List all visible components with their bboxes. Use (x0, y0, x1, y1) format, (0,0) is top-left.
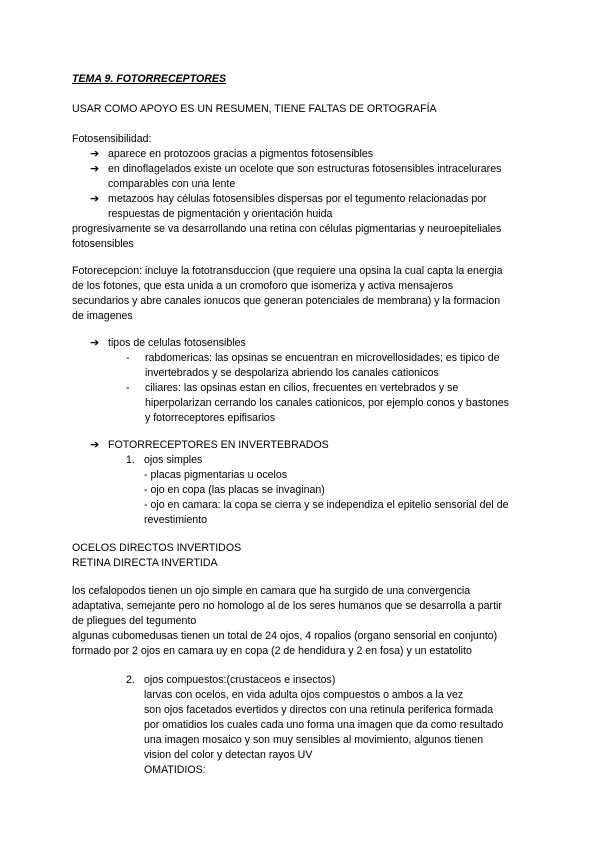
numbered-item-line: vision del color y detectan rayos UV (144, 749, 313, 761)
page-title: TEMA 9. FOTORRECEPTORES (72, 73, 227, 85)
arrow-bullet-icon: ➔ (90, 193, 100, 205)
paragraph-line: formado por 2 ojos en camara uy en copa (2 de hendidura y 2 en fosa) y un estatolito (72, 645, 472, 657)
numbered-item-line: por omatidios los cuales cada uno forma una imagen que da como resultado (144, 719, 504, 731)
numbered-item-line: OMATIDIOS: (144, 764, 206, 776)
numbered-item-line: larvas con ocelos, en vida adulta ojos compuestos o ambos a la vez (144, 689, 464, 701)
numbered-item-line: una imagen mosaico y son muy sensibles al movimiento, algunos tienen (144, 734, 484, 746)
list-heading-tipos: tipos de celulas fotosensibles (108, 337, 246, 349)
sub-list-item: rabdomericas: las opsinas se encuentran en microvellosidades; es tipico de (145, 352, 500, 364)
paragraph-line: de pliegues del tegumento (72, 615, 197, 627)
paragraph-line: fotosensibles (72, 238, 134, 250)
paragraph-line: progresivamente se va desarrollando una retina con células pigmentarias y neuroepiteliales (72, 223, 502, 235)
numbered-item-line: son ojos facetados evertidos y directos con una retinula periferica formada (144, 704, 494, 716)
numbered-item-line: - ojo en camara: la copa se cierra y se independiza el epitelio sensorial del de (144, 499, 509, 511)
list-item-continuation: comparables con una lente (108, 178, 236, 190)
list-item: en dinoflagelados existe un ocelote que son estructuras fotosensibles intracelurares (108, 163, 502, 175)
paragraph-line: de imagenes (72, 310, 133, 322)
paragraph-line: algunas cubomedusas tienen un total de 24 ojos, 4 ropalios (organo sensorial en conjunto) (72, 630, 498, 642)
list-item: metazoos hay células fotosensibles dispersas por el tegumento relacionadas por (108, 193, 487, 205)
section-heading-retina: RETINA DIRECTA INVERTIDA (72, 557, 218, 569)
numbered-item-title: ojos simples (144, 454, 203, 466)
paragraph-line: de los fotones, que esta unida a un cromoforo que isomeriza y activa mensajeros (72, 280, 453, 292)
arrow-bullet-icon: ➔ (90, 337, 100, 349)
numbered-item-title: ojos compuestos:(crustaceos e insectos) (144, 674, 336, 686)
list-number: 2. (126, 674, 135, 686)
section-heading-ocelos: OCELOS DIRECTOS INVERTIDOS (72, 542, 242, 554)
dash-bullet: - (126, 382, 130, 394)
sub-list-item-continuation: y fotorreceptores epifisarios (145, 412, 276, 424)
numbered-item-line: revestimiento (144, 514, 207, 526)
section-heading-fotosensibilidad: Fotosensibilidad: (72, 133, 152, 145)
list-number: 1. (126, 454, 135, 466)
numbered-item-line: - placas pigmentarias u ocelos (144, 469, 288, 481)
dash-bullet: - (126, 352, 130, 364)
list-item-continuation: respuestas de pigmentación y orientación huida (108, 208, 333, 220)
paragraph-line: los cefalopodos tienen un ojo simple en camara que ha surgido de una convergencia (72, 585, 471, 597)
paragraph-line: adaptativa, semejante pero no homologo al de los seres humanos que se desarrolla a partir (72, 600, 502, 612)
sub-list-item-continuation: hiperpolarizan cerrando los canales cationicos, por ejemplo conos y bastones (145, 397, 509, 409)
paragraph-line: Fotorecepcion: incluye la fototransduccion (que requiere una opsina la cual capta la energia (72, 265, 503, 277)
arrow-bullet-icon: ➔ (90, 148, 100, 160)
arrow-bullet-icon: ➔ (90, 439, 100, 451)
arrow-bullet-icon: ➔ (90, 163, 100, 175)
list-heading-invertebrados: FOTORRECEPTORES EN INVERTEBRADOS (108, 439, 329, 451)
disclaimer-note: USAR COMO APOYO ES UN RESUMEN, TIENE FALTAS DE ORTOGRAFÍA (72, 103, 437, 115)
numbered-item-line: - ojo en copa (las placas se invaginan) (144, 484, 325, 496)
sub-list-item: ciliares: las opsinas estan en cilios, frecuentes en vertebrados y se (145, 382, 459, 394)
sub-list-item-continuation: invertebrados y se despolariza abriendo los canales cationicos (145, 367, 439, 379)
list-item: aparece en protozoos gracias a pigmentos fotosensibles (108, 148, 374, 160)
paragraph-line: secundarios y abre canales ionucos que generan potenciales de membrana) y la formacion (72, 295, 501, 307)
